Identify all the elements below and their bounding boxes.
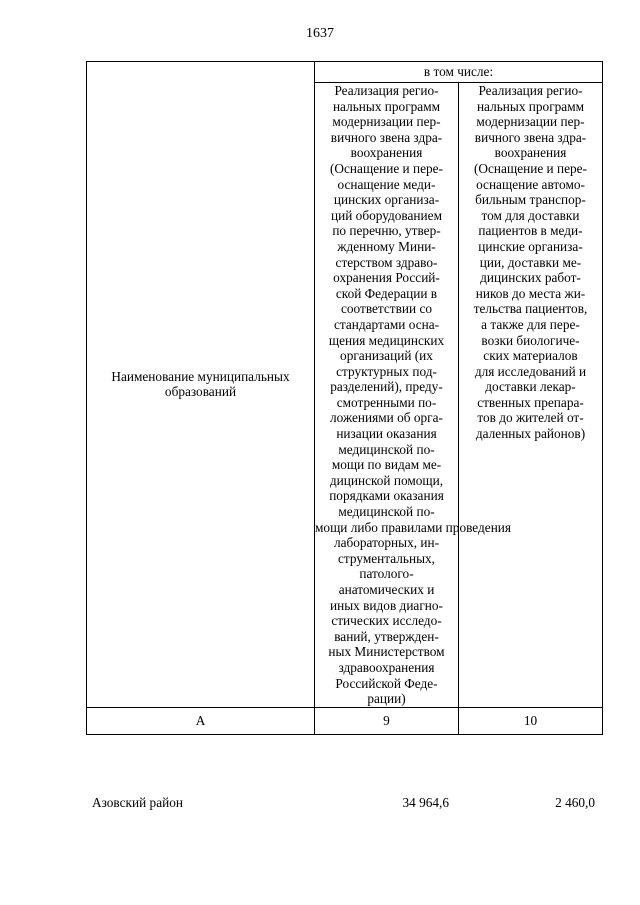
table-row — [86, 795, 602, 815]
description-line: (Оснащение и пере- — [330, 160, 443, 176]
description-line: а также для пере- — [481, 316, 580, 332]
description-line: ваний, утвержден- — [334, 628, 439, 644]
description-line: мощи либо правилами проведения — [315, 519, 512, 535]
description-line: модернизации пер- — [332, 114, 441, 130]
description-line: струментальных, — [338, 550, 435, 566]
description-line: возки биологиче- — [481, 332, 580, 348]
header-col-9 — [315, 83, 512, 708]
description-line: соответствии со — [340, 301, 432, 317]
description-line: воохранения — [350, 145, 423, 161]
description-line: доставки лекар- — [485, 379, 576, 395]
description-line: ских материалов — [483, 348, 578, 364]
description-line: организаций (их — [340, 348, 433, 364]
page-number: 1637 — [306, 26, 334, 41]
description-line: Реализация регио- — [334, 83, 439, 98]
description-line: стерством здраво- — [335, 254, 438, 270]
data-table — [86, 61, 603, 735]
description-line: здравоохранения — [338, 659, 435, 675]
description-line: оснащение автомо- — [476, 176, 585, 192]
index-cell-10: 10 — [459, 707, 603, 734]
description-line: даленных районов) — [475, 426, 586, 442]
description-line: анатомических и — [338, 582, 435, 597]
description-line: цинские организа- — [478, 238, 583, 254]
description-line: низации оказания — [336, 426, 437, 442]
row-value-col-9: 34 964,6 — [402, 795, 449, 810]
index-cell-9: 9 — [315, 707, 459, 734]
description-line: модернизации пер- — [476, 114, 585, 130]
description-line: дицинской помощи, — [329, 472, 444, 488]
row-municipality-name: Азовский район — [92, 795, 183, 810]
description-line: ников до места жи- — [475, 285, 586, 301]
description-line: оснащение меди- — [337, 176, 436, 192]
description-line: мощи по видам ме- — [331, 457, 442, 473]
index-cell-a: А — [87, 707, 315, 734]
description-line: ных Министерством — [328, 644, 445, 660]
description-line: иных видов диагно- — [330, 597, 443, 613]
description-line: стических исследо- — [331, 613, 442, 629]
description-line: том для доставки — [481, 207, 580, 223]
description-line: рации) — [367, 691, 406, 707]
description-line: дицинских работ- — [480, 270, 581, 286]
description-line: медицинской по- — [338, 504, 435, 520]
description-line: ций оборудованием — [331, 207, 442, 223]
description-line: ции, доставки ме- — [479, 254, 582, 270]
description-line: Реализация регио- — [478, 83, 583, 98]
description-line: стандартами осна- — [333, 316, 440, 332]
description-line: тов до жителей от- — [477, 410, 584, 426]
description-line: по перечню, утвер- — [332, 223, 441, 239]
description-line: бильным транспор- — [475, 192, 586, 208]
description-line: нальных программ — [332, 98, 441, 114]
description-line: воохранения — [494, 145, 567, 161]
description-line: патолого- — [359, 566, 414, 582]
header-name-line: Наименование муниципальных — [111, 368, 290, 384]
header-municipality-name — [87, 62, 315, 708]
description-line: ложениями об орга- — [330, 410, 443, 426]
description-line: пациентов в меди- — [478, 223, 583, 239]
description-line: вичного звена здра- — [474, 129, 587, 145]
description-line: охранения Россий- — [333, 270, 440, 286]
description-line: вичного звена здра- — [330, 129, 443, 145]
description-line: смотренными по- — [336, 394, 437, 410]
header-including: в том числе: — [315, 62, 603, 83]
description-line: жденному Мини- — [337, 238, 436, 254]
description-line: для исследований и — [474, 363, 587, 379]
description-line: структурных под- — [336, 363, 437, 379]
description-line: лабораторных, ин- — [333, 535, 440, 551]
header-col-10 — [459, 83, 603, 708]
description-line: цинских организа- — [333, 192, 440, 208]
description-line: ственных препара- — [477, 394, 584, 410]
description-line: порядками оказания — [329, 488, 444, 504]
description-line: щения медицинских — [328, 332, 445, 348]
description-line: тельства пациентов, — [473, 301, 588, 317]
description-line: медицинской по- — [338, 441, 435, 457]
description-line: разделений), преду- — [330, 379, 443, 395]
description-line: нальных программ — [476, 98, 585, 114]
header-name-line: образований — [164, 384, 237, 400]
description-line: ской Федерации в — [335, 285, 438, 301]
description-line: Российской Феде- — [335, 675, 438, 691]
row-value-col-10: 2 460,0 — [555, 795, 595, 810]
description-line: (Оснащение и пере- — [474, 160, 587, 176]
